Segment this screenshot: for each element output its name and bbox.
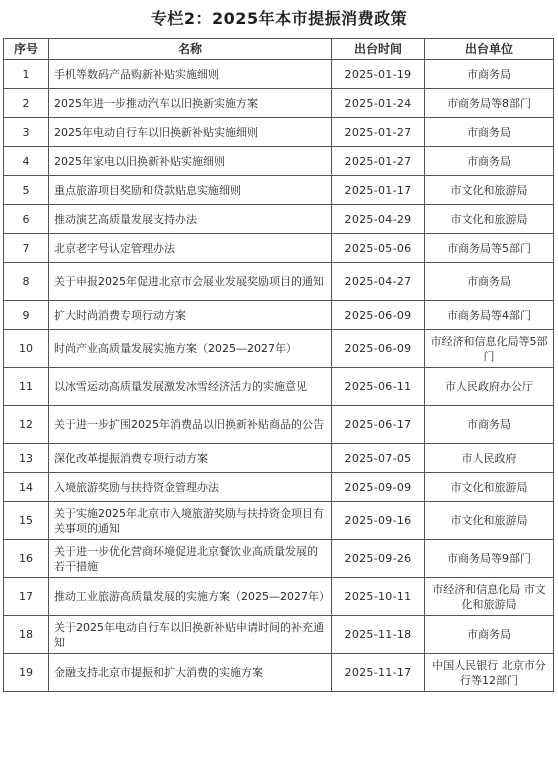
row-dept: 市商务局等8部门 (425, 89, 554, 118)
row-dept: 市商务局 (425, 118, 554, 147)
table-row (4, 176, 554, 205)
row-date: 2025-01-24 (332, 89, 425, 118)
row-dept: 市商务局 (425, 263, 554, 301)
row-no: 11 (4, 368, 49, 406)
row-dept: 市文化和旅游局 (425, 205, 554, 234)
row-name: 关于进一步优化营商环境促进北京餐饮业高质量发展的若干措施 (49, 540, 332, 578)
row-no: 19 (4, 654, 49, 692)
table-row (4, 147, 554, 176)
row-name: 关于申报2025年促进北京市会展业发展奖励项目的通知 (49, 263, 332, 301)
row-dept: 市商务局等9部门 (425, 540, 554, 578)
table-row (4, 444, 554, 473)
row-name: 2025年电动自行车以旧换新补贴实施细则 (49, 118, 332, 147)
table-row (4, 263, 554, 301)
row-dept: 市商务局等5部门 (425, 234, 554, 263)
row-no: 3 (4, 118, 49, 147)
header-no: 序号 (4, 39, 49, 60)
table-row (4, 234, 554, 263)
table-row (4, 654, 554, 692)
row-name: 2025年进一步推动汽车以旧换新实施方案 (49, 89, 332, 118)
row-dept: 市文化和旅游局 (425, 176, 554, 205)
row-name: 金融支持北京市提振和扩大消费的实施方案 (49, 654, 332, 692)
row-dept: 市经济和信息化局等5部门 (425, 330, 554, 368)
row-no: 5 (4, 176, 49, 205)
header-date: 出台时间 (332, 39, 425, 60)
row-no: 18 (4, 616, 49, 654)
row-date: 2025-06-09 (332, 301, 425, 330)
row-dept: 市文化和旅游局 (425, 473, 554, 502)
row-no: 7 (4, 234, 49, 263)
row-name: 北京老字号认定管理办法 (49, 234, 332, 263)
table-row (4, 330, 554, 368)
table-row (4, 406, 554, 444)
row-date: 2025-01-19 (332, 60, 425, 89)
row-no: 14 (4, 473, 49, 502)
header-name: 名称 (49, 39, 332, 60)
row-date: 2025-05-06 (332, 234, 425, 263)
row-no: 1 (4, 60, 49, 89)
row-dept: 市商务局 (425, 147, 554, 176)
table-row (4, 616, 554, 654)
table-row (4, 502, 554, 540)
table-row (4, 301, 554, 330)
table-row (4, 578, 554, 616)
row-dept: 市经济和信息化局 市文化和旅游局 (425, 578, 554, 616)
row-no: 10 (4, 330, 49, 368)
row-no: 17 (4, 578, 49, 616)
row-name: 推动工业旅游高质量发展的实施方案（2025—2027年） (49, 578, 332, 616)
row-name: 推动演艺高质量发展支持办法 (49, 205, 332, 234)
row-no: 4 (4, 147, 49, 176)
row-no: 9 (4, 301, 49, 330)
row-name: 重点旅游项目奖励和贷款贴息实施细则 (49, 176, 332, 205)
row-date: 2025-06-09 (332, 330, 425, 368)
row-no: 8 (4, 263, 49, 301)
row-date: 2025-09-09 (332, 473, 425, 502)
row-no: 13 (4, 444, 49, 473)
row-dept: 市商务局 (425, 60, 554, 89)
page-title: 专栏2：2025年本市提振消费政策 (150, 9, 408, 28)
policy-table (3, 38, 554, 692)
row-dept: 市人民政府办公厅 (425, 368, 554, 406)
row-dept: 市文化和旅游局 (425, 502, 554, 540)
table-header-row (4, 39, 554, 60)
row-dept: 市商务局 (425, 406, 554, 444)
header-dept: 出台单位 (425, 39, 554, 60)
row-date: 2025-01-17 (332, 176, 425, 205)
table-row (4, 60, 554, 89)
table-row (4, 473, 554, 502)
row-name: 深化改革提振消费专项行动方案 (49, 444, 332, 473)
row-dept: 市商务局 (425, 616, 554, 654)
row-dept: 市人民政府 (425, 444, 554, 473)
row-date: 2025-04-27 (332, 263, 425, 301)
row-date: 2025-09-26 (332, 540, 425, 578)
row-name: 入境旅游奖励与扶持资金管理办法 (49, 473, 332, 502)
row-date: 2025-09-16 (332, 502, 425, 540)
row-date: 2025-07-05 (332, 444, 425, 473)
table-row (4, 89, 554, 118)
row-name: 关于进一步扩围2025年消费品以旧换新补贴商品的公告 (49, 406, 332, 444)
row-name: 手机等数码产品购新补贴实施细则 (49, 60, 332, 89)
row-no: 12 (4, 406, 49, 444)
row-date: 2025-11-17 (332, 654, 425, 692)
row-name: 以冰雪运动高质量发展激发冰雪经济活力的实施意见 (49, 368, 332, 406)
table-row (4, 368, 554, 406)
row-date: 2025-01-27 (332, 118, 425, 147)
table-row (4, 118, 554, 147)
row-date: 2025-06-17 (332, 406, 425, 444)
row-no: 2 (4, 89, 49, 118)
row-name: 扩大时尚消费专项行动方案 (49, 301, 332, 330)
row-date: 2025-10-11 (332, 578, 425, 616)
row-name: 时尚产业高质量发展实施方案（2025—2027年） (49, 330, 332, 368)
row-dept: 中国人民银行 北京市分行等12部门 (425, 654, 554, 692)
row-name: 关于2025年电动自行车以旧换新补贴申请时间的补充通知 (49, 616, 332, 654)
row-date: 2025-11-18 (332, 616, 425, 654)
row-no: 15 (4, 502, 49, 540)
row-dept: 市商务局等4部门 (425, 301, 554, 330)
row-date: 2025-04-29 (332, 205, 425, 234)
row-date: 2025-01-27 (332, 147, 425, 176)
table-row (4, 540, 554, 578)
row-name: 关于实施2025年北京市入境旅游奖励与扶持资金项目有关事项的通知 (49, 502, 332, 540)
row-date: 2025-06-11 (332, 368, 425, 406)
row-no: 16 (4, 540, 49, 578)
row-no: 6 (4, 205, 49, 234)
row-name: 2025年家电以旧换新补贴实施细则 (49, 147, 332, 176)
table-row (4, 205, 554, 234)
